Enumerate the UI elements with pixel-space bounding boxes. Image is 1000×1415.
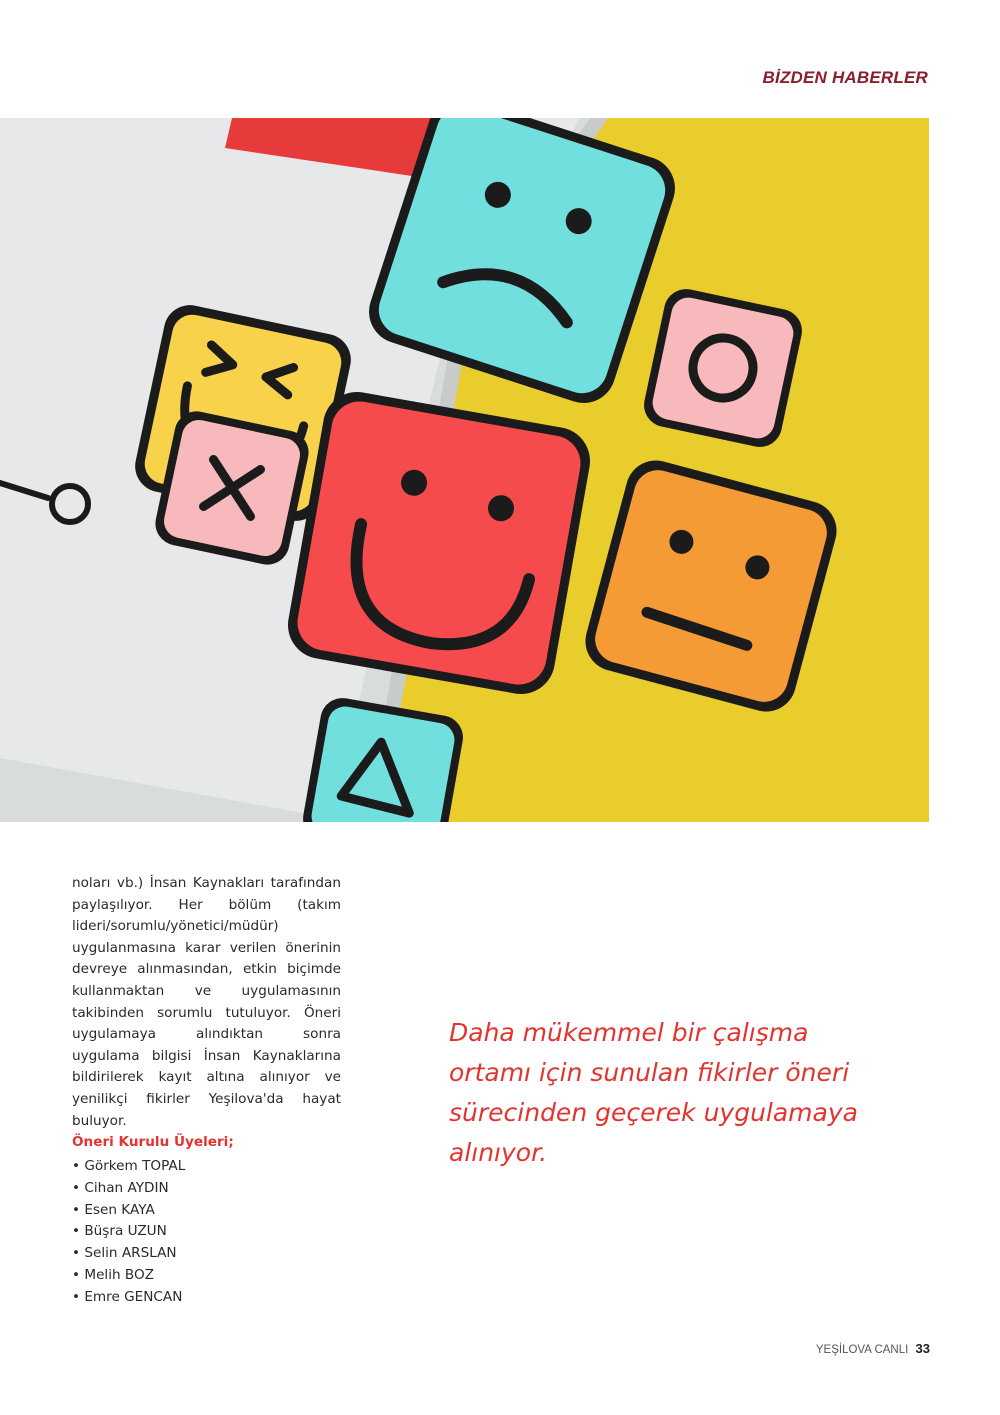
list-item: • Görkem TOPAL <box>72 1158 186 1174</box>
list-item: • Selin ARSLAN <box>72 1245 177 1262</box>
list-item: • Cihan AYDIN <box>72 1179 169 1196</box>
list-item: • Büşra UZUN <box>72 1223 167 1240</box>
page-number: 33 <box>915 1341 930 1356</box>
cross-icon <box>151 407 312 568</box>
members-heading: Öneri Kurulu Üyeleri; <box>72 1134 234 1150</box>
smile-emoji-icon <box>283 387 596 700</box>
members-list <box>72 1156 185 1309</box>
list-item: • Melih BOZ <box>72 1266 155 1283</box>
pull-quote: Daha mükemmel bir çalışma ortamı için sunulan fikirler öneri sürecinden geçerek uygulamaya alınıyor. <box>449 1018 858 1167</box>
circle-icon <box>640 285 806 451</box>
body-paragraph: noları vb.) İnsan Kaynakları tarafından paylaşılıyor. Her bölüm (takım lideri/sorumlu/yönetici/müdür) uygulanmasına karar verilen önerinin devreye alınmasından, etkin biçimde kullanmaktan ve uygulamasının takibinden sorumlu tutuluyor. Öneri uygulamaya alındıktan sonra uygulama bilgisi İnsan Kaynaklarına bildirilerek kayıt altına alınıyor ve yenilikçi fikirler Yeşilova'da hayat buluyor. <box>72 875 341 1129</box>
page-footer <box>816 1341 930 1356</box>
hero-image <box>0 118 929 822</box>
magazine-name: YEŞİLOVA CANLI <box>815 1344 909 1356</box>
list-item: • Emre GENCAN <box>72 1288 183 1305</box>
section-label: BİZDEN HABERLER <box>762 68 928 87</box>
list-item: • Esen KAYA <box>72 1201 155 1218</box>
article-body <box>72 873 341 1132</box>
